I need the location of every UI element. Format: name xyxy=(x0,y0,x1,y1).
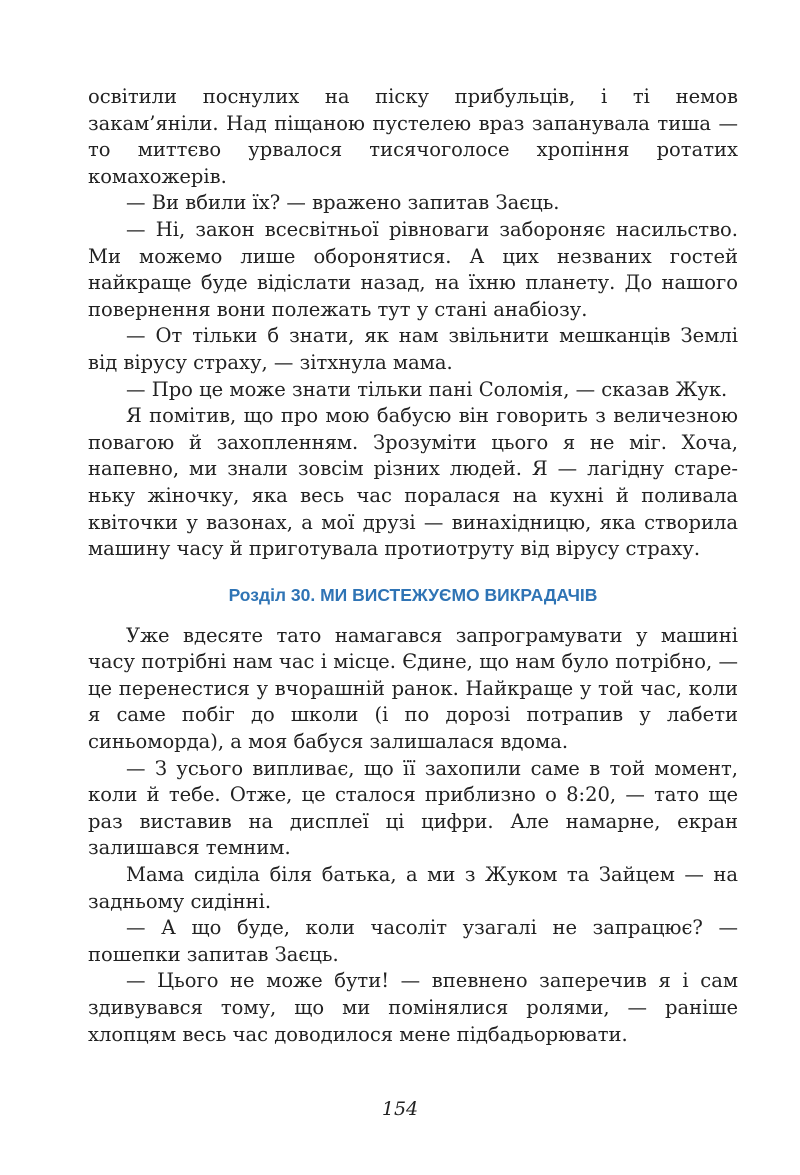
paragraph: — Цього не може бути! — впевнено заперечив я і сам здивувався тому, що ми помінялися ролями, — раніше хлопцям весь час доводилося мене підбадьорювати. xyxy=(88,969,738,1046)
page-number: 154 xyxy=(381,1098,419,1120)
paragraph: — З усього випливає, що її захопили саме в той момент, коли й тебе. Отже, це сталося приблизно о 8:20, — тато ще раз виставив на дисплеї ці цифри. Але намарне, екран залишався темним. xyxy=(88,756,738,860)
page-body xyxy=(88,84,738,1048)
paragraph: — Ні, закон всесвітньої рівноваги забороняє насильство. Ми можемо лише оборонятися. А цих незваних гостей найкраще буде відіслати назад, на їхню планету. До нашого повернення вони полежать тут у стані анабіозу. xyxy=(88,217,738,321)
chapter-heading: Розділ 30. МИ ВИСТЕЖУЄМО ВИКРАДАЧІВ xyxy=(228,584,598,605)
paragraph: — Про це може знати тільки пані Соломія, — сказав Жук. xyxy=(126,377,728,401)
paragraph: Уже вдесяте тато намагався запрограмувати у машині часу потрібні нам час і місце. Єдине, що нам було потрібно, — це перенестися у вчорашній ранок. Найкраще у той час, коли я саме побіг до школи (і по дорозі потрапив у лабети синьоморда), а моя бабуся залишалася вдома. xyxy=(88,623,738,754)
paragraph: — А що буде, коли часоліт узагалі не запрацює? — пошепки запитав Заєць. xyxy=(88,916,738,966)
paragraph: Мама сиділа біля батька, а ми з Жуком та Зайцем — на задньому сидінні. xyxy=(88,863,738,913)
paragraph: освітили поснулих на піску прибульців, і ті немов закам’яніли. Над піщаною пустелею враз запанувала тиша — то миттєво урвалося тисячоголосе хропіння ротатих комахожерів. xyxy=(88,85,738,188)
paragraph: — От тільки б знати, як нам звільнити мешканців Землі від вірусу страху, — зітхнула мама. xyxy=(88,324,738,374)
paragraph: Я помітив, що про мою бабусю він говорить з величезною повагою й захопленням. Зрозуміти цього я не міг. Хоча, напевно, ми знали зовсім різних людей. Я — лагідну стареньку жіночку, яка весь час поралася на кухні й поливала квіточки у вазонах, а мої друзі — винахідницю, яка створила машину часу й приготувала протиотруту від вірусу страху. xyxy=(88,404,738,561)
paragraph: — Ви вбили їх? — вражено запитав Заєць. xyxy=(126,191,560,215)
